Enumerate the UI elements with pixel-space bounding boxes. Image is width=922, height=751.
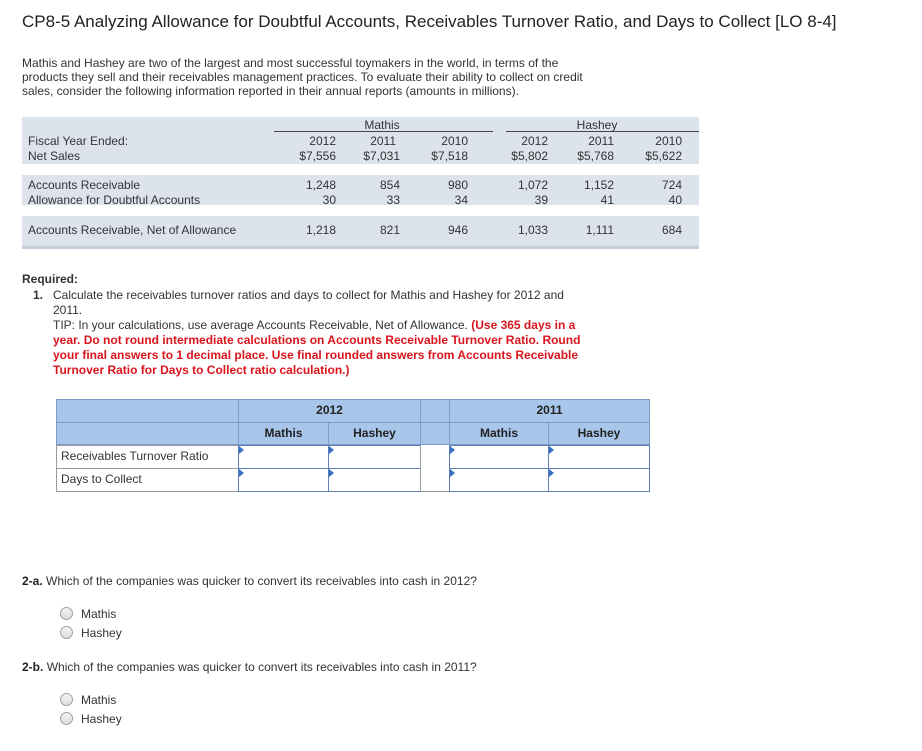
grid-spacer-header bbox=[420, 422, 450, 445]
allowance-label: Allowance for Doubtful Accounts bbox=[28, 193, 201, 207]
company-header-hashey: Hashey bbox=[328, 422, 421, 445]
accounts-receivable-label: Accounts Receivable bbox=[28, 178, 141, 192]
net-of-allowance-label: Accounts Receivable, Net of Allowance bbox=[28, 223, 237, 237]
question-2a bbox=[22, 574, 477, 588]
radio-label[interactable]: Hashey bbox=[81, 626, 122, 640]
question-2b-text: Which of the companies was quicker to convert its receivables into cash in 2011? bbox=[46, 660, 477, 674]
net-ar-value: 684 bbox=[661, 223, 682, 237]
tip-lead: TIP: In your calculations, use average Accounts Receivable, Net of Allowance. bbox=[53, 318, 468, 332]
allowance-value: 30 bbox=[322, 193, 336, 207]
question-2b bbox=[22, 660, 477, 674]
question-2b-number: 2-b. bbox=[22, 660, 44, 674]
radio-2a-hashey[interactable] bbox=[60, 626, 73, 639]
net-ar-value: 1,033 bbox=[517, 223, 548, 237]
allowance-value: 34 bbox=[454, 193, 468, 207]
radio-2b-mathis[interactable] bbox=[60, 693, 73, 706]
net-sales-value: $5,622 bbox=[645, 149, 682, 163]
tip-instruction: Turnover Ratio for Days to Collect ratio calculation.) bbox=[53, 363, 350, 377]
ar-value: 1,152 bbox=[583, 178, 614, 192]
year-header-2012: 2012 bbox=[238, 399, 421, 423]
turnover-2012-mathis-input[interactable] bbox=[238, 445, 329, 469]
financial-data-table bbox=[22, 117, 699, 250]
page-title: CP8-5 Analyzing Allowance for Doubtful Accounts, Receivables Turnover Ratio, and Days to Collect [LO 8-4] bbox=[22, 12, 837, 31]
turnover-2011-hashey-input[interactable] bbox=[548, 445, 650, 469]
grid-spacer bbox=[420, 468, 450, 492]
year-header-2011: 2011 bbox=[449, 399, 650, 423]
fiscal-year-label: Fiscal Year Ended: bbox=[28, 134, 129, 148]
days-2012-mathis-input[interactable] bbox=[238, 468, 329, 492]
intro-line: products they sell and their receivables management practices. To evaluate their ability to collect on credit bbox=[22, 70, 583, 84]
company-header-mathis: Mathis bbox=[238, 422, 329, 445]
ar-value: 1,248 bbox=[305, 178, 336, 192]
grid-spacer bbox=[420, 445, 450, 469]
allowance-value: 39 bbox=[534, 193, 548, 207]
year-header: 2011 bbox=[588, 134, 614, 148]
turnover-2011-mathis-input[interactable] bbox=[449, 445, 549, 469]
year-header: 2012 bbox=[521, 134, 548, 148]
net-ar-value: 821 bbox=[379, 223, 400, 237]
question-1-text bbox=[53, 288, 643, 378]
intro-line: Mathis and Hashey are two of the largest and most successful toymakers in the world, in terms of the bbox=[22, 56, 559, 70]
turnover-2012-hashey-input[interactable] bbox=[328, 445, 421, 469]
question-2a-number: 2-a. bbox=[22, 574, 43, 588]
tip-line bbox=[53, 318, 643, 333]
grid-spacer-header bbox=[420, 399, 450, 423]
company-header-mathis: Mathis bbox=[449, 422, 549, 445]
net-sales-value: $7,556 bbox=[299, 149, 336, 163]
company-header-hashey: Hashey bbox=[548, 422, 650, 445]
net-ar-value: 1,218 bbox=[305, 223, 336, 237]
answer-grid bbox=[56, 399, 650, 492]
radio-label[interactable]: Mathis bbox=[81, 607, 117, 621]
row-label-turnover: Receivables Turnover Ratio bbox=[56, 445, 239, 469]
allowance-value: 40 bbox=[668, 193, 682, 207]
year-header: 2012 bbox=[309, 134, 336, 148]
net-ar-value: 946 bbox=[447, 223, 468, 237]
row-label-days: Days to Collect bbox=[56, 468, 239, 492]
net-sales-value: $5,768 bbox=[577, 149, 614, 163]
days-2012-hashey-input[interactable] bbox=[328, 468, 421, 492]
year-header: 2010 bbox=[441, 134, 468, 148]
net-sales-value: $5,802 bbox=[511, 149, 548, 163]
tip-instruction: your final answers to 1 decimal place. Use final rounded answers from Accounts Receivable bbox=[53, 348, 579, 362]
question-line: 2011. bbox=[53, 303, 83, 317]
intro-paragraph bbox=[22, 56, 652, 98]
required-heading: Required: bbox=[22, 272, 79, 286]
ar-value: 980 bbox=[447, 178, 468, 192]
grid-corner bbox=[56, 399, 239, 423]
ar-value: 724 bbox=[661, 178, 682, 192]
net-sales-label: Net Sales bbox=[28, 149, 81, 163]
ar-value: 854 bbox=[379, 178, 400, 192]
allowance-value: 41 bbox=[600, 193, 614, 207]
net-sales-value: $7,518 bbox=[431, 149, 468, 163]
tip-instruction: year. Do not round intermediate calculations on Accounts Receivable Turnover Ratio. Round bbox=[53, 333, 581, 347]
tip-instruction: (Use 365 days in a bbox=[471, 318, 576, 332]
company-header-hashey: Hashey bbox=[576, 118, 618, 132]
grid-corner bbox=[56, 422, 239, 445]
net-ar-value: 1,111 bbox=[585, 223, 614, 237]
radio-2b-hashey[interactable] bbox=[60, 712, 73, 725]
year-header: 2011 bbox=[370, 134, 396, 148]
days-2011-hashey-input[interactable] bbox=[548, 468, 650, 492]
company-header-mathis: Mathis bbox=[364, 118, 400, 132]
question-number: 1. bbox=[33, 288, 44, 302]
net-sales-value: $7,031 bbox=[363, 149, 400, 163]
year-header: 2010 bbox=[655, 134, 682, 148]
radio-2a-mathis[interactable] bbox=[60, 607, 73, 620]
intro-line: sales, consider the following information reported in their annual reports (amounts in millions). bbox=[22, 84, 519, 98]
question-2a-text: Which of the companies was quicker to convert its receivables into cash in 2012? bbox=[46, 574, 477, 588]
question-line: Calculate the receivables turnover ratios and days to collect for Mathis and Hashey for 2012 and bbox=[53, 288, 564, 302]
days-2011-mathis-input[interactable] bbox=[449, 468, 549, 492]
ar-value: 1,072 bbox=[517, 178, 548, 192]
radio-label[interactable]: Mathis bbox=[81, 693, 117, 707]
allowance-value: 33 bbox=[386, 193, 400, 207]
radio-label[interactable]: Hashey bbox=[81, 712, 122, 726]
